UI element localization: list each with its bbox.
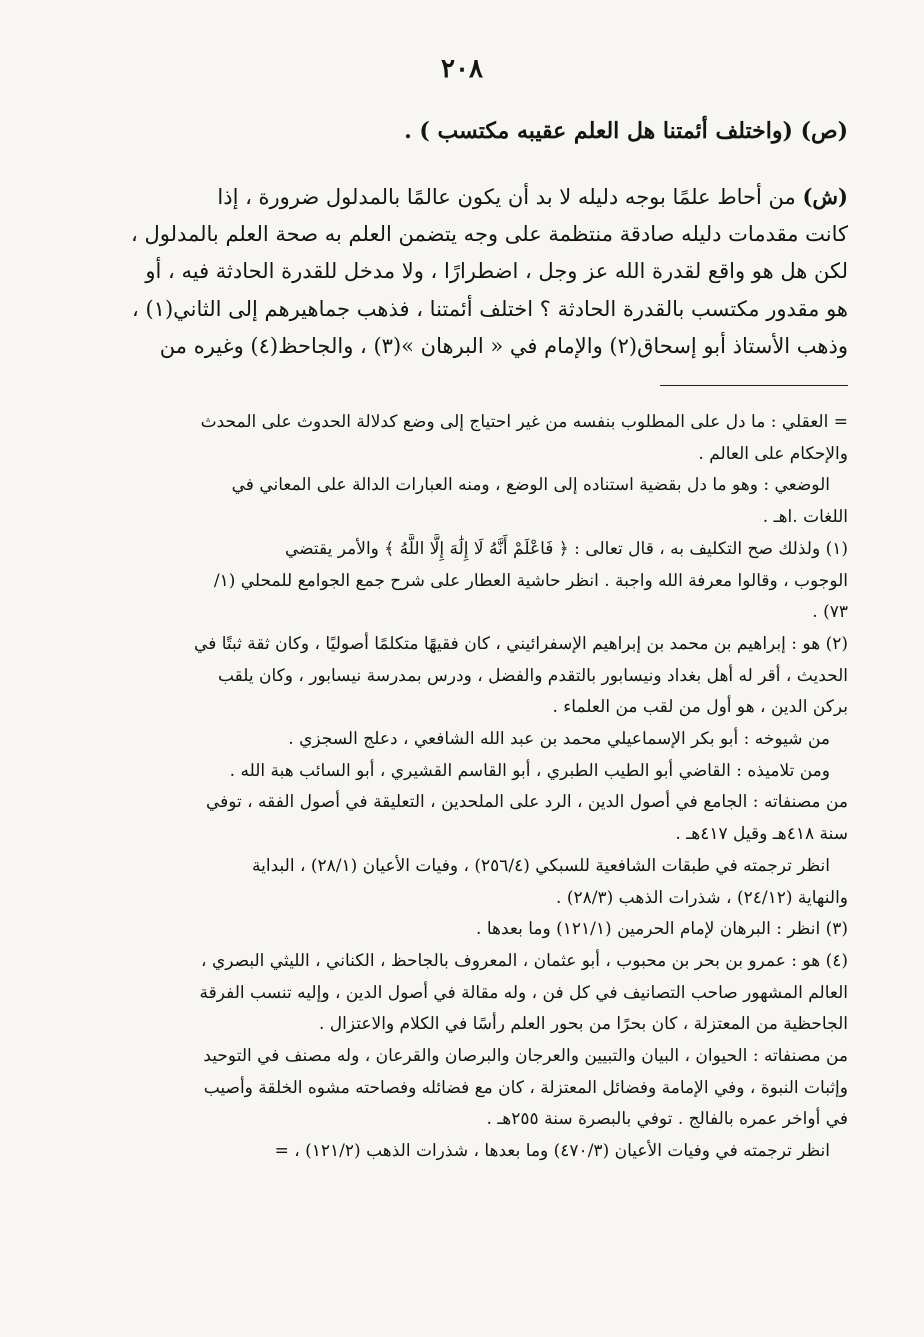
footnotes — [70, 407, 848, 1168]
matn-heading — [74, 118, 848, 144]
footnote-line: من مصنفاته : الحيوان ، البيان والتبيين والعرجان والبرصان والقرعان ، وله مصنف في التوحيد — [203, 1046, 848, 1067]
commentary-line: لكن هل هو واقع لقدرة الله عز وجل ، اضطرارًا ، ولا مدخل للقدرة الحادثة فيه ، أو — [145, 259, 848, 284]
footnote-line: (٤) هو : عمرو بن بحر بن محبوب ، أبو عثمان ، المعروف بالجاحظ ، الكناني ، الليثي البصري ، — [201, 950, 848, 971]
footnote-line: من شيوخه : أبو بكر الإسماعيلي محمد بن عبد الله الشافعي ، دعلج السجزي . — [288, 729, 830, 750]
commentary-line — [74, 178, 848, 216]
footnote-line: انظر ترجمته في طبقات الشافعية للسبكي (٢٥٦/٤) ، وفيات الأعيان (٢٨/١) ، البداية — [252, 855, 830, 876]
commentary-line: وذهب الأستاذ أبو إسحاق(٢) والإمام في « البرهان »(٣) ، والجاحظ(٤) وغيره من — [159, 333, 848, 358]
footnote-line: سنة ٤١٨هـ وقيل ٤١٧هـ . — [675, 824, 848, 845]
footnote-line: انظر ترجمته في وفيات الأعيان (٤٧٠/٣) وما بعدها ، شذرات الذهب (١٢١/٢) ، = — [274, 1141, 830, 1162]
footnote-line: العالم المشهور صاحب التصانيف في كل فن ، وله مقالة في أصول الدين ، وإليه تنسب الفرقة — [199, 982, 848, 1003]
matn-marker: (ص) — [800, 118, 848, 144]
footnote-line: الوضعي : وهو ما دل بقضية استناده إلى الوضع ، ومنه العبارات الدالة على المعاني في — [231, 475, 830, 496]
matn-text: (واختلف أئمتنا هل العلم عقيبه مكتسب ) . — [404, 118, 793, 144]
footnote-line: ومن تلاميذه : القاضي أبو الطيب الطبري ، أبو القاسم القشيري ، أبو السائب هبة الله . — [229, 760, 830, 781]
footnote-line: بركن الدين ، هو أول من لقب من العلماء . — [552, 697, 848, 718]
footnote-line: الجاحظية من المعتزلة ، كان بحرًا من بحور العلم رأسًا في الكلام والاعتزال . — [318, 1014, 848, 1035]
footnote-line: (٢) هو : إبراهيم بن محمد بن إبراهيم الإسفرائيني ، كان فقيهًا متكلمًا أصوليًا ، وكان ثقة ثبتًا في — [194, 633, 848, 654]
footnote-line: = العقلي : ما دل على المطلوب بنفسه من غير احتياج إلى وضع كدلالة الحدوث على المحدث — [200, 412, 848, 432]
footnote-line: الحديث ، أقر له أهل بغداد ونيسابور بالتقدم والفضل ، ودرس بمدرسة نيسابور ، وكان يلقب — [217, 665, 848, 686]
commentary-line: هو مقدور مكتسب بالقدرة الحادثة ؟ اختلف أئمتنا ، فذهب جماهيرهم إلى الثاني(١) ، — [132, 296, 848, 321]
footnote-line: والإحكام على العالم . — [698, 443, 848, 464]
footnote-line: في أواخر عمره بالفالج . توفي بالبصرة سنة ٢٥٥هـ . — [486, 1109, 848, 1130]
page-number: ٢٠٨ — [441, 54, 483, 84]
footnote-line: (١) ولذلك صح التكليف به ، قال تعالى : ﴿ فَاعْلَمْ أَنَّهُ لَا إِلَٰهَ إِلَّا اللَّهُ ﴾ والأمر يقتضي — [284, 538, 848, 559]
footnote-line: ٧٣) . — [812, 602, 848, 623]
footnote-line: وإثبات النبوة ، وفي الإمامة وفضائل المعتزلة ، كان مع فضائله وفصاحته مشوه الخلقة وأصيب — [203, 1077, 848, 1098]
footnote-line: والنهاية (٢٤/١٢) ، شذرات الذهب (٢٨/٣) . — [556, 887, 848, 908]
footnote-line: اللغات .اهـ . — [762, 507, 848, 528]
footnote-line: (٣) انظر : البرهان لإمام الحرمين (١٢١/١) وما بعدها . — [476, 919, 848, 940]
footnote-separator — [660, 385, 848, 386]
commentary-body — [74, 178, 848, 365]
footnote-line: من مصنفاته : الجامع في أصول الدين ، الرد على الملحدين ، التعليقة في أصول الفقه ، توفي — [205, 792, 848, 813]
commentary-line-text: من أحاط علمًا بوجه دليله لا بد أن يكون عالمًا بالمدلول ضرورة ، إذا — [217, 185, 796, 209]
footnote-line: الوجوب ، وقالوا معرفة الله واجبة . انظر حاشية العطار على شرح جمع الجوامع للمحلي (١/ — [213, 570, 848, 591]
sharh-marker: (ش) — [802, 184, 848, 209]
commentary-line: كانت مقدمات دليله صادقة منتظمة على وجه يتضمن العلم به صحة العلم بالمدلول ، — [131, 222, 848, 247]
